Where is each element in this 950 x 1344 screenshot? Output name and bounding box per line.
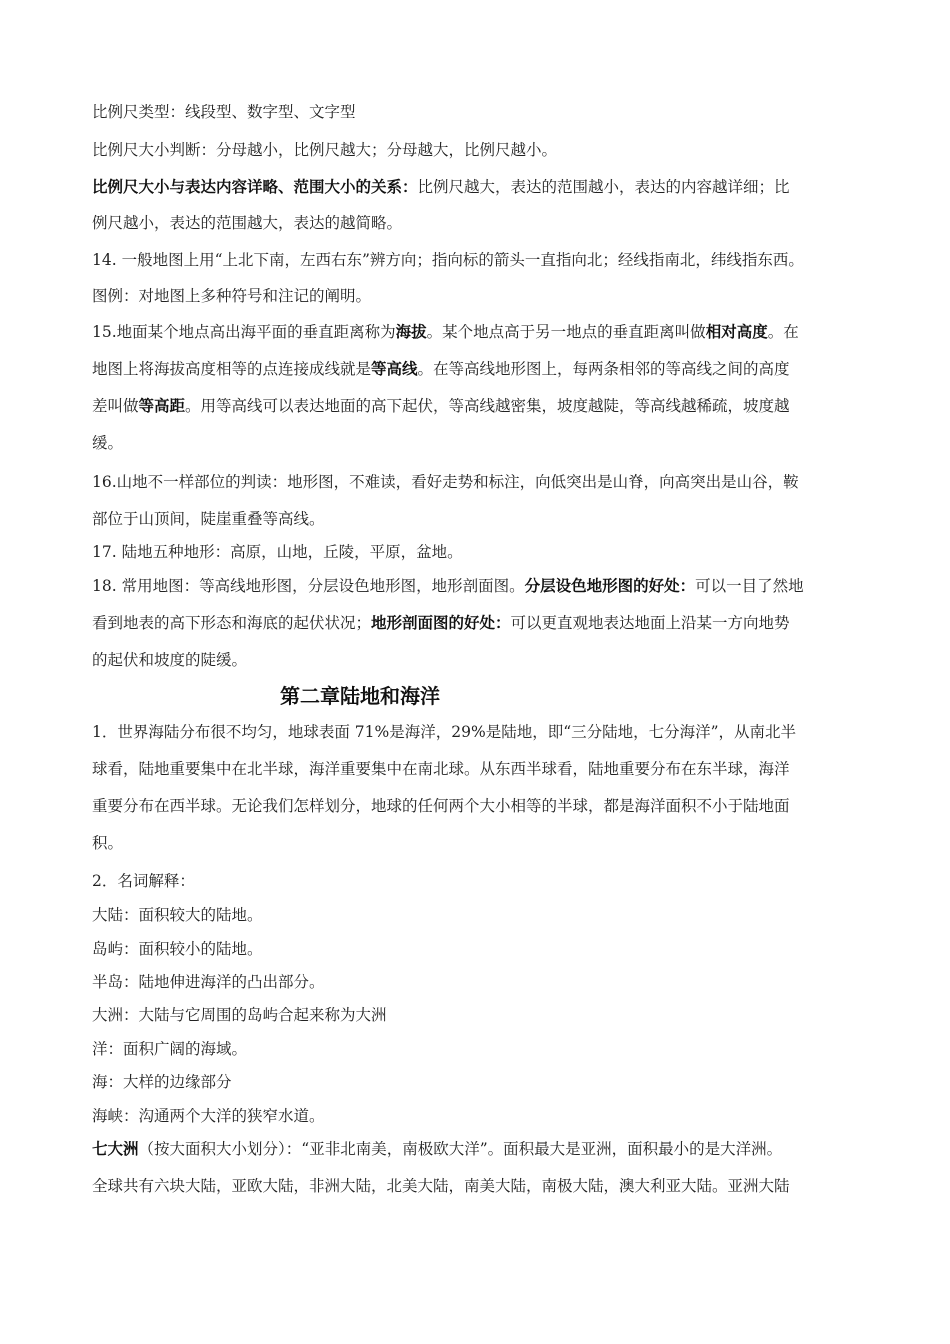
ch2-item-1-line-4: 积。 [92,834,124,852]
item-18-line-3: 的起伏和坡度的陡缓。 [92,651,248,669]
scale-relation-line-1 [92,177,790,197]
text-segment: 。在 [767,323,799,341]
bold-term: 比例尺大小与表达内容详略、范围大小的关系： [92,178,418,196]
item-15-line-4: 缓。 [92,434,124,452]
definition-item: 海：大样的边缘部分 [92,1073,232,1091]
definition-item: 海峡：沟通两个大洋的狭窄水道。 [92,1107,325,1125]
item-15-line-1 [92,322,799,342]
chapter-title: 第二章陆地和海洋 [280,684,440,708]
ch2-item-2-title: 2．名词解释： [92,872,195,890]
bold-term: 地形剖面图的好处： [371,614,511,632]
ch2-item-1-line-1: 1．世界海陆分布很不均匀，地球表面 71%是海洋，29%是陆地，即“三分陆地，七分海洋”，从南北半 [92,723,797,741]
ch2-item-1-line-3: 重要分布在西半球。无论我们怎样划分，地球的任何两个大小相等的半球，都是海洋面积不小于陆地面 [92,797,790,815]
bold-term: 等高距 [138,397,186,415]
scale-relation-line-2: 例尺越小，表达的范围越大，表达的越简略。 [92,214,403,232]
text-segment: 18. 常用地图：等高线地形图，分层设色地形图，地形剖面图。 [92,577,525,595]
definition-item: 洋：面积广阔的海域。 [92,1040,248,1058]
text-segment: 差叫做 [92,397,139,415]
bold-term: 相对高度 [705,323,768,341]
bold-term: 七大洲 [92,1140,139,1158]
text-segment: 可以更直观地表达地面上沿某一方向地势 [510,614,790,632]
bold-term: 海拔 [395,323,427,341]
definition-item: 半岛：陆地伸进海洋的凸出部分。 [92,973,325,991]
definition-item: 大洲：大陆与它周围的岛屿合起来称为大洲 [92,1006,387,1024]
scale-size-paragraph: 比例尺大小判断：分母越小，比例尺越大；分母越大，比例尺越小。 [92,141,558,159]
item-15-line-2 [92,359,790,379]
item-14-line-1: 14. 一般地图上用“上北下南，左西右东”辨方向；指向标的箭头一直指向北；经线指南北，纬线指东西。 [92,251,804,269]
item-16-line-2: 部位于山顶间，陡崖重叠等高线。 [92,510,325,528]
scale-types-paragraph: 比例尺类型：线段型、数字型、文字型 [92,103,356,121]
text-segment: 。在等高线地形图上，每两条相邻的等高线之间的高度 [417,360,790,378]
definition-item: 岛屿：面积较小的陆地。 [92,940,263,958]
item-16-line-1: 16.山地不一样部位的判读：地形图，不难读，看好走势和标注，向低突出是山脊，向高突出是山谷，鞍 [92,473,799,491]
text-segment: 比例尺越大，表达的范围越小，表达的内容越详细；比 [417,178,790,196]
item-18-line-2 [92,613,790,633]
text-segment: 。用等高线可以表达地面的高下起伏，等高线越密集，坡度越陡，等高线越稀疏，坡度越 [185,397,790,415]
text-segment: 地图上将海拔高度相等的点连接成线就是 [92,360,372,378]
item-17: 17. 陆地五种地形：高原，山地，丘陵，平原，盆地。 [92,543,463,561]
ch2-item-1-line-2: 球看，陆地重要集中在北半球，海洋重要集中在南北球。从东西半球看，陆地重要分布在东半球，海洋 [92,760,790,778]
text-segment: 看到地表的高下形态和海底的起伏状况； [92,614,372,632]
text-segment: （按大面积大小划分）：“亚非北南美，南极欧大洋”。面积最大是亚洲，面积最小的是大洋洲。 [138,1140,783,1158]
text-segment: 可以一目了然地 [695,577,804,595]
seven-continents-line-1 [92,1139,782,1159]
seven-continents-line-2: 全球共有六块大陆，亚欧大陆，非洲大陆，北美大陆，南美大陆，南极大陆，澳大利亚大陆。亚洲大陆 [92,1177,790,1195]
item-15-line-3 [92,396,790,416]
bold-term: 等高线 [371,360,418,378]
text-segment: 。某个地点高于另一地点的垂直距离叫做 [426,323,706,341]
bold-term: 分层设色地形图的好处： [524,577,696,595]
item-14-line-2: 图例：对地图上多种符号和注记的阐明。 [92,287,372,305]
text-segment: 15.地面某个地点高出海平面的垂直距离称为 [92,323,396,341]
item-18-line-1 [92,576,804,596]
definition-item: 大陆：面积较大的陆地。 [92,906,263,924]
